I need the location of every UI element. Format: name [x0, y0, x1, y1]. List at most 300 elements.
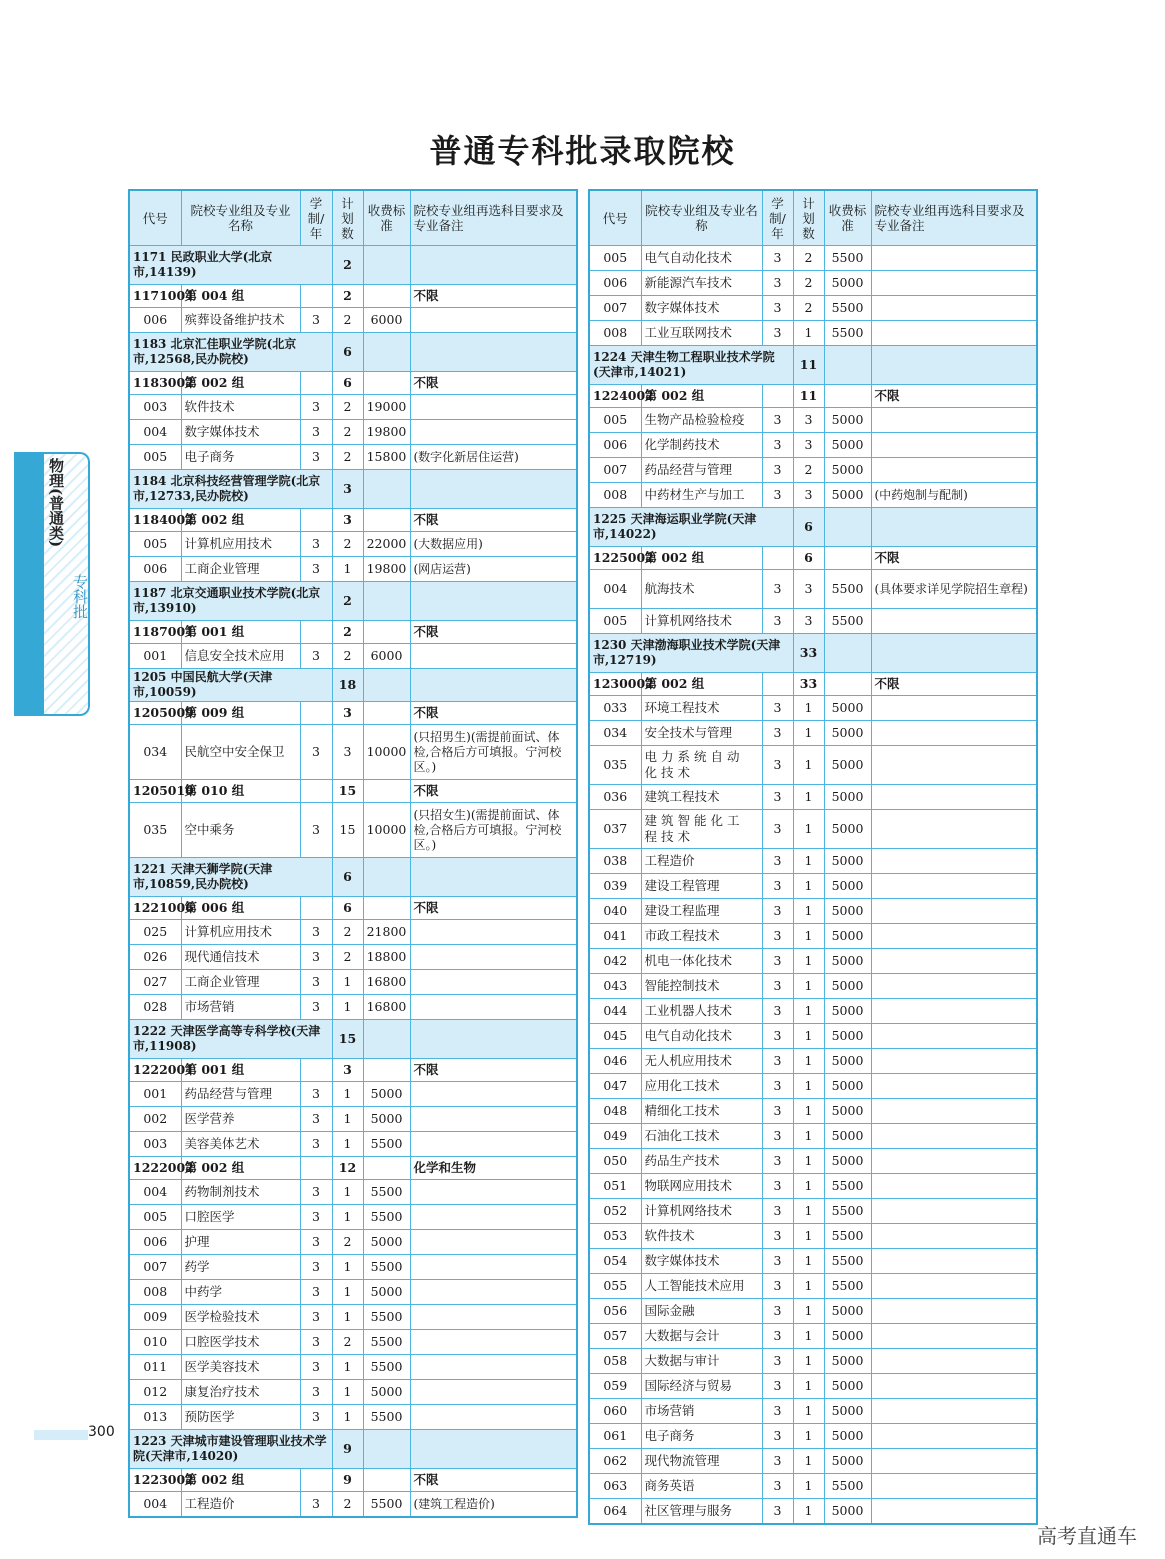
major-row: [589, 1324, 1037, 1349]
major-row: [589, 483, 1037, 508]
group-name: 第 006 组: [181, 897, 300, 920]
major-plan: 1: [793, 1149, 824, 1174]
major-code: 034: [589, 721, 641, 746]
major-plan: 1: [332, 995, 363, 1020]
header-years: 学制/年: [300, 190, 332, 246]
major-plan: 2: [332, 308, 363, 333]
major-row: [589, 785, 1037, 810]
major-note: [410, 1230, 577, 1255]
school-plan: 6: [332, 858, 363, 897]
major-code: 006: [129, 1230, 181, 1255]
major-years: 3: [762, 974, 793, 999]
major-fee: 5500: [363, 1492, 410, 1518]
major-name: 大数据与审计: [641, 1349, 762, 1374]
major-name: 应用化工技术: [641, 1074, 762, 1099]
group-name: 第 002 组: [181, 372, 300, 395]
major-fee: 5500: [824, 296, 871, 321]
major-years: 3: [762, 570, 793, 609]
major-fee: 5000: [824, 1099, 871, 1124]
school-plan: 6: [332, 333, 363, 372]
major-fee: 5000: [363, 1107, 410, 1132]
major-plan: 1: [332, 1305, 363, 1330]
major-code: 057: [589, 1324, 641, 1349]
group-code: 1224002: [589, 385, 641, 408]
major-plan: 1: [332, 1180, 363, 1205]
major-name: 民航空中安全保卫: [181, 725, 300, 780]
major-years: 3: [762, 785, 793, 810]
group-fee: [824, 673, 871, 696]
major-fee: 5000: [363, 1082, 410, 1107]
major-fee: 5000: [824, 1349, 871, 1374]
major-row: [589, 1049, 1037, 1074]
major-fee: 5000: [824, 433, 871, 458]
major-row: [589, 408, 1037, 433]
group-requirement: 不限: [410, 702, 577, 725]
major-code: 007: [589, 458, 641, 483]
major-plan: 1: [793, 1299, 824, 1324]
major-years: 3: [762, 1099, 793, 1124]
group-row: [129, 897, 577, 920]
major-code: 061: [589, 1424, 641, 1449]
school-row: [589, 634, 1037, 673]
major-name: 工业机器人技术: [641, 999, 762, 1024]
group-fee: [363, 1469, 410, 1492]
group-code: 1221006: [129, 897, 181, 920]
major-plan: 2: [332, 644, 363, 669]
major-row: [129, 945, 577, 970]
major-years: 3: [762, 1449, 793, 1474]
major-code: 043: [589, 974, 641, 999]
major-code: 055: [589, 1274, 641, 1299]
major-code: 028: [129, 995, 181, 1020]
major-note: [410, 1255, 577, 1280]
major-plan: 3: [332, 725, 363, 780]
major-plan: 2: [332, 1230, 363, 1255]
major-fee: 5000: [824, 696, 871, 721]
major-code: 036: [589, 785, 641, 810]
group-name: 第 001 组: [181, 621, 300, 644]
major-code: 025: [129, 920, 181, 945]
group-code: 1187001: [129, 621, 181, 644]
school-row: [129, 333, 577, 372]
major-name: 工程造价: [181, 1492, 300, 1518]
major-code: 003: [129, 395, 181, 420]
major-plan: 2: [332, 420, 363, 445]
major-code: 001: [129, 644, 181, 669]
group-code: 1205009: [129, 702, 181, 725]
major-code: 052: [589, 1199, 641, 1224]
major-fee: 5000: [824, 1374, 871, 1399]
major-name: 建设工程监理: [641, 899, 762, 924]
major-row: [589, 696, 1037, 721]
major-name: 航海技术: [641, 570, 762, 609]
group-requirement: 不限: [410, 285, 577, 308]
major-plan: 1: [332, 1405, 363, 1430]
major-plan: 1: [793, 1274, 824, 1299]
major-note: [410, 395, 577, 420]
major-note: [871, 949, 1037, 974]
school-note: [871, 508, 1037, 547]
major-name: 医学营养: [181, 1107, 300, 1132]
major-fee: 5000: [824, 458, 871, 483]
major-fee: 10000: [363, 803, 410, 858]
major-plan: 1: [793, 1474, 824, 1499]
major-plan: 3: [793, 483, 824, 508]
major-years: 3: [762, 949, 793, 974]
major-name: 工商企业管理: [181, 970, 300, 995]
major-note: [871, 1449, 1037, 1474]
major-note: [871, 1099, 1037, 1124]
school-note: [410, 1430, 577, 1469]
major-years: 3: [762, 999, 793, 1024]
major-plan: 2: [332, 1330, 363, 1355]
major-code: 047: [589, 1074, 641, 1099]
group-name: 第 002 组: [641, 673, 762, 696]
major-code: 046: [589, 1049, 641, 1074]
admission-table-right: [588, 189, 1038, 1525]
school-row: [129, 669, 577, 702]
major-note: [410, 1330, 577, 1355]
major-name: 化学制药技术: [641, 433, 762, 458]
major-years: 3: [300, 803, 332, 858]
group-row: [129, 621, 577, 644]
major-note: [410, 1107, 577, 1132]
major-row: [129, 920, 577, 945]
major-plan: 1: [332, 1132, 363, 1157]
header-name: 院校专业组及专业名称: [181, 190, 300, 246]
group-code: 1183002: [129, 372, 181, 395]
group-code: 1223002: [129, 1469, 181, 1492]
major-row: [129, 970, 577, 995]
school-note: [410, 582, 577, 621]
major-years: 3: [762, 1349, 793, 1374]
major-code: 048: [589, 1099, 641, 1124]
school-row: [129, 582, 577, 621]
group-years: [762, 547, 793, 570]
major-code: 004: [129, 1492, 181, 1518]
major-code: 033: [589, 696, 641, 721]
major-row: [129, 1255, 577, 1280]
major-note: [410, 1305, 577, 1330]
major-years: 3: [300, 308, 332, 333]
major-name: 预防医学: [181, 1405, 300, 1430]
major-code: 010: [129, 1330, 181, 1355]
major-years: 3: [300, 1280, 332, 1305]
major-name: 软件技术: [641, 1224, 762, 1249]
major-note: [871, 974, 1037, 999]
major-code: 008: [129, 1280, 181, 1305]
major-row: [589, 1199, 1037, 1224]
major-years: 3: [762, 1499, 793, 1525]
group-years: [762, 673, 793, 696]
major-plan: 2: [793, 296, 824, 321]
major-name: 市场营销: [181, 995, 300, 1020]
major-fee: 5500: [824, 1199, 871, 1224]
major-years: 3: [762, 296, 793, 321]
school-plan: 2: [332, 246, 363, 285]
group-code: 1184002: [129, 509, 181, 532]
major-years: 3: [762, 1024, 793, 1049]
major-name: 无人机应用技术: [641, 1049, 762, 1074]
major-plan: 2: [793, 458, 824, 483]
major-name: 人工智能技术应用: [641, 1274, 762, 1299]
major-row: [129, 1492, 577, 1518]
major-plan: 1: [793, 849, 824, 874]
major-name: 国际经济与贸易: [641, 1374, 762, 1399]
group-years: [300, 285, 332, 308]
major-code: 007: [589, 296, 641, 321]
major-note: [871, 1324, 1037, 1349]
side-tab-batch: 专科批: [71, 574, 89, 619]
major-plan: 3: [793, 609, 824, 634]
major-fee: 5500: [824, 570, 871, 609]
major-row: [129, 644, 577, 669]
school-name: 1187 北京交通职业技术学院(北京市,13910): [129, 582, 332, 621]
major-row: [129, 420, 577, 445]
major-note: (只招女生)(需提前面试、体检,合格后方可填报。宁河校区。): [410, 803, 577, 858]
major-years: 3: [300, 445, 332, 470]
major-name: 市政工程技术: [641, 924, 762, 949]
school-plan: 18: [332, 669, 363, 702]
major-name: 机电一体化技术: [641, 949, 762, 974]
major-note: [410, 1180, 577, 1205]
watermark: 高考直通车: [1037, 1524, 1137, 1548]
major-plan: 1: [793, 974, 824, 999]
major-years: 3: [300, 1355, 332, 1380]
major-code: 063: [589, 1474, 641, 1499]
group-years: [300, 1469, 332, 1492]
major-years: 3: [762, 1399, 793, 1424]
major-fee: 5500: [363, 1255, 410, 1280]
major-fee: 5000: [824, 1024, 871, 1049]
major-code: 005: [589, 408, 641, 433]
major-fee: 5500: [824, 246, 871, 271]
major-name: 电子商务: [641, 1424, 762, 1449]
major-plan: 1: [793, 1224, 824, 1249]
major-row: [589, 874, 1037, 899]
major-row: [589, 1399, 1037, 1424]
major-fee: 5000: [824, 785, 871, 810]
major-plan: 1: [793, 1399, 824, 1424]
school-name: 1225 天津海运职业学院(天津市,14022): [589, 508, 793, 547]
group-fee: [363, 1157, 410, 1180]
major-row: [129, 1180, 577, 1205]
school-row: [129, 1020, 577, 1059]
major-name: 商务英语: [641, 1474, 762, 1499]
major-years: 3: [300, 725, 332, 780]
group-row: [589, 673, 1037, 696]
major-name: 建筑工程技术: [641, 785, 762, 810]
major-years: 3: [300, 1255, 332, 1280]
major-fee: 5000: [363, 1280, 410, 1305]
major-note: (中药炮制与配制): [871, 483, 1037, 508]
major-name: 安全技术与管理: [641, 721, 762, 746]
major-years: 3: [300, 1107, 332, 1132]
header-years: 学制/年: [762, 190, 793, 246]
group-name: 第 002 组: [641, 547, 762, 570]
major-years: 3: [300, 920, 332, 945]
major-row: [129, 1082, 577, 1107]
major-code: 004: [129, 420, 181, 445]
group-requirement: 不限: [871, 673, 1037, 696]
major-years: 3: [300, 1492, 332, 1518]
major-note: [871, 1049, 1037, 1074]
major-fee: 21800: [363, 920, 410, 945]
major-row: [589, 949, 1037, 974]
school-note: [410, 246, 577, 285]
major-years: 3: [762, 924, 793, 949]
header-fee: 收费标准: [363, 190, 410, 246]
major-plan: 2: [332, 1492, 363, 1518]
major-row: [129, 1405, 577, 1430]
major-row: [129, 1205, 577, 1230]
group-row: [129, 702, 577, 725]
major-years: 3: [300, 1180, 332, 1205]
major-code: 005: [129, 1205, 181, 1230]
major-fee: 5000: [824, 1074, 871, 1099]
group-name: 第 002 组: [181, 509, 300, 532]
major-plan: 1: [793, 1424, 824, 1449]
header-plan: 计划数: [793, 190, 824, 246]
major-plan: 2: [793, 246, 824, 271]
major-name: 数字媒体技术: [181, 420, 300, 445]
school-row: [589, 508, 1037, 547]
group-plan: 3: [332, 702, 363, 725]
group-fee: [363, 780, 410, 803]
school-plan: 3: [332, 470, 363, 509]
major-years: 3: [762, 1149, 793, 1174]
major-name: 数字媒体技术: [641, 1249, 762, 1274]
major-note: [871, 1374, 1037, 1399]
group-requirement: 不限: [410, 1469, 577, 1492]
major-fee: 5000: [363, 1230, 410, 1255]
major-code: 064: [589, 1499, 641, 1525]
header-name: 院校专业组及专业名称: [641, 190, 762, 246]
major-fee: 5500: [363, 1205, 410, 1230]
major-code: 027: [129, 970, 181, 995]
major-years: 3: [300, 644, 332, 669]
major-plan: 2: [332, 532, 363, 557]
group-row: [129, 285, 577, 308]
major-note: [871, 609, 1037, 634]
major-plan: 1: [793, 1349, 824, 1374]
major-code: 042: [589, 949, 641, 974]
major-row: [589, 1099, 1037, 1124]
major-plan: 1: [332, 1380, 363, 1405]
major-years: 3: [762, 746, 793, 785]
major-years: 3: [762, 433, 793, 458]
major-plan: 2: [332, 445, 363, 470]
major-row: [129, 803, 577, 858]
major-row: [589, 721, 1037, 746]
major-name: 建设工程管理: [641, 874, 762, 899]
major-fee: 5500: [824, 1274, 871, 1299]
major-note: [410, 1405, 577, 1430]
school-note: [410, 858, 577, 897]
major-code: 035: [129, 803, 181, 858]
major-row: [129, 557, 577, 582]
group-name: 第 010 组: [181, 780, 300, 803]
group-fee: [824, 547, 871, 570]
major-code: 060: [589, 1399, 641, 1424]
major-years: 3: [762, 458, 793, 483]
major-plan: 1: [332, 1355, 363, 1380]
major-row: [129, 995, 577, 1020]
major-name: 现代通信技术: [181, 945, 300, 970]
major-row: [129, 1355, 577, 1380]
school-fee: [363, 582, 410, 621]
major-note: (大数据应用): [410, 532, 577, 557]
admission-table-left: [128, 189, 578, 1518]
school-plan: 9: [332, 1430, 363, 1469]
major-row: [129, 1230, 577, 1255]
major-fee: 5000: [824, 483, 871, 508]
major-name: 智能控制技术: [641, 974, 762, 999]
major-row: [129, 395, 577, 420]
major-fee: 5000: [824, 271, 871, 296]
group-requirement: 不限: [410, 1059, 577, 1082]
major-note: [871, 1399, 1037, 1424]
group-name: 第 002 组: [641, 385, 762, 408]
major-row: [129, 532, 577, 557]
major-note: [871, 1024, 1037, 1049]
major-row: [589, 1424, 1037, 1449]
major-years: 3: [762, 1274, 793, 1299]
major-name: 现代物流管理: [641, 1449, 762, 1474]
major-fee: 5500: [824, 1249, 871, 1274]
major-years: 3: [762, 1374, 793, 1399]
major-note: [871, 899, 1037, 924]
school-name: 1230 天津渤海职业技术学院(天津市,12719): [589, 634, 793, 673]
school-fee: [824, 346, 871, 385]
major-fee: 5500: [363, 1305, 410, 1330]
major-plan: 1: [793, 1449, 824, 1474]
major-fee: 15800: [363, 445, 410, 470]
school-note: [410, 669, 577, 702]
major-fee: 5000: [824, 999, 871, 1024]
major-note: [871, 433, 1037, 458]
header-note: 院校专业组再选科目要求及专业备注: [871, 190, 1037, 246]
school-plan: 6: [793, 508, 824, 547]
major-row: [589, 1474, 1037, 1499]
table-header: [589, 190, 1037, 246]
major-row: [589, 271, 1037, 296]
major-code: 037: [589, 810, 641, 849]
major-years: 3: [762, 1224, 793, 1249]
major-years: 3: [762, 1324, 793, 1349]
major-note: [871, 849, 1037, 874]
major-years: 3: [762, 1424, 793, 1449]
major-note: [410, 945, 577, 970]
major-name: 国际金融: [641, 1299, 762, 1324]
major-years: 3: [762, 609, 793, 634]
group-name: 第 002 组: [181, 1469, 300, 1492]
group-code: 1205010: [129, 780, 181, 803]
major-code: 003: [129, 1132, 181, 1157]
major-row: [129, 1280, 577, 1305]
major-name: 计算机应用技术: [181, 920, 300, 945]
major-plan: 1: [793, 1174, 824, 1199]
major-note: (网店运营): [410, 557, 577, 582]
major-plan: 1: [793, 949, 824, 974]
major-fee: 5000: [824, 974, 871, 999]
major-fee: 5000: [363, 1380, 410, 1405]
major-name: 护理: [181, 1230, 300, 1255]
school-plan: 15: [332, 1020, 363, 1059]
major-code: 050: [589, 1149, 641, 1174]
major-note: [871, 296, 1037, 321]
major-years: 3: [762, 1074, 793, 1099]
